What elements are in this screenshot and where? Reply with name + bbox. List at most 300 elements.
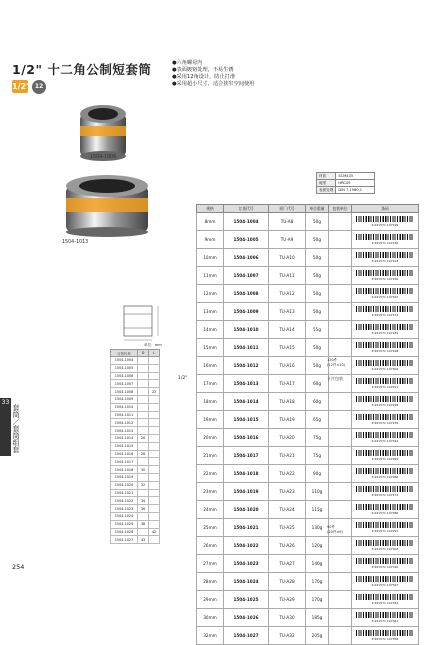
table-row — [197, 357, 419, 375]
order-code-cell: 1504-1023 — [111, 505, 138, 513]
weight-cell: 120g — [306, 537, 329, 555]
barcode-icon — [356, 252, 414, 258]
factory-code-cell: TU-A17 — [269, 375, 306, 393]
factory-code-cell: TU-A16 — [269, 357, 306, 375]
d-cell — [138, 419, 149, 427]
barcode-icon — [356, 414, 414, 420]
barcode-number: 6 921571 107181 — [371, 331, 399, 335]
spec-value: SCM435 — [336, 173, 375, 180]
weight-cell: 170g — [306, 573, 329, 591]
code-cell: 1504-1009 — [224, 303, 269, 321]
table-row — [197, 303, 419, 321]
barcode-number: 6 921571 107204 — [371, 367, 399, 371]
dimension-table — [110, 349, 160, 544]
barcode-cell — [352, 465, 419, 483]
barcode-cell — [352, 339, 419, 357]
l-cell — [149, 403, 160, 411]
l-cell — [149, 497, 160, 505]
size-cell: 19mm — [197, 411, 224, 429]
barcode-icon — [356, 270, 414, 276]
barcode-number: 6 921571 107167 — [371, 295, 399, 299]
barcode-icon — [356, 342, 414, 348]
size-cell: 32mm — [197, 627, 224, 645]
col-header: 条码 — [352, 205, 419, 213]
chapter-tab — [0, 398, 11, 456]
weight-cell: 50g — [306, 303, 329, 321]
pack-cell — [329, 465, 352, 483]
l-cell — [149, 442, 160, 450]
spec-key: 表面处理 — [317, 187, 336, 194]
factory-code-cell: TU-A15 — [269, 339, 306, 357]
d-cell: 36 — [138, 505, 149, 513]
barcode-cell — [352, 501, 419, 519]
d-cell: 32 — [138, 481, 149, 489]
page-title: 1/2" 十二角公制短套筒 — [12, 62, 152, 77]
barcode-cell — [352, 285, 419, 303]
barcode-icon — [356, 450, 414, 456]
barcode-cell — [352, 447, 419, 465]
barcode-icon — [356, 288, 414, 294]
l-cell — [149, 505, 160, 513]
table-row — [197, 231, 419, 249]
code-cell: 1504-1020 — [224, 501, 269, 519]
pack-cell — [329, 303, 352, 321]
weight-cell: 140g — [306, 555, 329, 573]
barcode-number: 6 921571 107235 — [371, 421, 399, 425]
order-code-cell: 1504-1016 — [111, 450, 138, 458]
weight-cell: 115g — [306, 501, 329, 519]
pack-cell — [329, 627, 352, 645]
barcode-number: 6 921571 107358 — [371, 637, 399, 641]
table-row — [111, 372, 160, 380]
d-cell — [138, 372, 149, 380]
order-code-cell: 1504-1007 — [111, 380, 138, 388]
order-code-cell: 1504-1022 — [111, 497, 138, 505]
table-row — [317, 173, 375, 180]
table-row — [111, 364, 160, 372]
table-row — [197, 267, 419, 285]
table-row — [111, 442, 160, 450]
barcode-number: 6 921571 107136 — [371, 241, 399, 245]
table-row — [111, 450, 160, 458]
table-row — [197, 339, 419, 357]
factory-code-cell: TU-A30 — [269, 609, 306, 627]
code-cell: 1504-1026 — [224, 609, 269, 627]
table-row — [197, 249, 419, 267]
pack-cell — [329, 591, 352, 609]
table-row — [111, 427, 160, 435]
order-code-cell: 1504-1014 — [111, 434, 138, 442]
order-code-cell: 1504-1025 — [111, 520, 138, 528]
barcode-number: 6 921571 107198 — [371, 349, 399, 353]
feature-item: ●采用12角设计，防止打滑 — [172, 74, 236, 80]
barcode-icon — [356, 378, 414, 384]
code-cell: 1504-1004 — [224, 213, 269, 231]
d-cell — [138, 364, 149, 372]
table-row — [197, 321, 419, 339]
code-cell: 1504-1015 — [224, 411, 269, 429]
d-cell: 28 — [138, 450, 149, 458]
table-row — [111, 520, 160, 528]
pack-cell — [329, 393, 352, 411]
factory-code-cell: TU-A23 — [269, 483, 306, 501]
col-header: 订货代号 — [224, 205, 269, 213]
weight-cell: 50g — [306, 249, 329, 267]
pack-note-bottom: 90件 (10件×9) — [327, 525, 343, 534]
code-cell: 1504-1016 — [224, 429, 269, 447]
barcode-icon — [356, 432, 414, 438]
table-row — [111, 466, 160, 474]
code-cell: 1504-1019 — [224, 483, 269, 501]
barcode-number: 6 921571 107129 — [371, 223, 399, 227]
d-cell — [138, 442, 149, 450]
col-header: 单位重量 — [306, 205, 329, 213]
code-cell: 1504-1012 — [224, 357, 269, 375]
order-code-cell: 1504-1026 — [111, 528, 138, 536]
weight-cell: 60g — [306, 375, 329, 393]
barcode-number: 6 921571 107242 — [371, 439, 399, 443]
order-code-cell: 1504-1021 — [111, 489, 138, 497]
order-code-cell: 1504-1008 — [111, 388, 138, 396]
table-row — [197, 393, 419, 411]
table-row — [197, 483, 419, 501]
weight-cell: 50g — [306, 213, 329, 231]
factory-code-cell: TU-A28 — [269, 573, 306, 591]
l-cell — [149, 372, 160, 380]
l-cell — [149, 450, 160, 458]
weight-cell: 130g — [306, 519, 329, 537]
code-cell: 1504-1025 — [224, 591, 269, 609]
barcode-cell — [352, 321, 419, 339]
barcode-cell — [352, 429, 419, 447]
l-cell — [149, 427, 160, 435]
barcode-icon — [356, 216, 414, 222]
code-cell: 1504-1014 — [224, 393, 269, 411]
weight-cell: 50g — [306, 231, 329, 249]
order-code-cell: 1504-1019 — [111, 473, 138, 481]
factory-code-cell: TU-A13 — [269, 303, 306, 321]
pack-cell — [329, 285, 352, 303]
spec-value: DIN 7,1960,1 — [336, 187, 375, 194]
barcode-number: 6 921571 107174 — [371, 313, 399, 317]
factory-code-cell: TU-A11 — [269, 267, 306, 285]
feature-item: ●采用超小尺寸，适合狭窄空间使用 — [172, 81, 255, 87]
code-cell: 1504-1007 — [224, 267, 269, 285]
size-cell: 27mm — [197, 555, 224, 573]
size-cell: 17mm — [197, 375, 224, 393]
l-cell: 42 — [149, 528, 160, 536]
table-row — [197, 501, 419, 519]
barcode-number: 6 921571 107228 — [371, 403, 399, 407]
l-cell — [149, 512, 160, 520]
factory-code-cell: TU-A12 — [269, 285, 306, 303]
size-cell: 22mm — [197, 465, 224, 483]
pack-cell — [329, 555, 352, 573]
code-cell: 1504-1017 — [224, 447, 269, 465]
l-cell — [149, 473, 160, 481]
d-cell: 30 — [138, 466, 149, 474]
table-row — [111, 505, 160, 513]
spec-table — [316, 172, 375, 194]
weight-cell: 185g — [306, 609, 329, 627]
size-cell: 14mm — [197, 321, 224, 339]
barcode-number: 6 921571 107303 — [371, 547, 399, 551]
factory-code-cell: TU-A29 — [269, 591, 306, 609]
l-cell — [149, 536, 160, 544]
table-row — [111, 388, 160, 396]
order-code-cell: 1504-1006 — [111, 372, 138, 380]
barcode-icon — [356, 486, 414, 492]
weight-cell: 50g — [306, 285, 329, 303]
feature-item: ●表面镀铬处理，不易生锈 — [172, 67, 234, 73]
d-cell: 43 — [138, 536, 149, 544]
size-cell: 25mm — [197, 519, 224, 537]
barcode-number: 6 921571 107273 — [371, 493, 399, 497]
order-code-cell: 1504-1024 — [111, 512, 138, 520]
barcode-number: 6 921571 107334 — [371, 601, 399, 605]
l-cell — [149, 481, 160, 489]
size-cell: 12mm — [197, 285, 224, 303]
order-code-cell: 1504-1013 — [111, 427, 138, 435]
order-code-cell: 1504-1020 — [111, 481, 138, 489]
col-header: D — [138, 350, 149, 357]
barcode-cell — [352, 483, 419, 501]
size-cell: 29mm — [197, 591, 224, 609]
pack-note-top: 120件 (12件×10) — [327, 358, 346, 367]
factory-code-cell: TU-A32 — [269, 627, 306, 645]
factory-code-cell: TU-A14 — [269, 321, 306, 339]
pack-cell — [329, 537, 352, 555]
barcode-icon — [356, 234, 414, 240]
table-header-row — [197, 205, 419, 213]
code-cell: 1504-1006 — [224, 249, 269, 267]
weight-cell: 110g — [306, 483, 329, 501]
d-cell — [138, 411, 149, 419]
weight-cell: 60g — [306, 393, 329, 411]
l-cell — [149, 395, 160, 403]
pack-cell — [329, 447, 352, 465]
table-row — [197, 609, 419, 627]
d-cell — [138, 388, 149, 396]
table-row — [111, 481, 160, 489]
d-cell: 34 — [138, 497, 149, 505]
d-cell — [138, 512, 149, 520]
pack-cell — [329, 339, 352, 357]
code-cell: 1504-1011 — [224, 339, 269, 357]
socket-photo-small — [70, 92, 154, 164]
barcode-icon — [356, 396, 414, 402]
weight-cell: 75g — [306, 447, 329, 465]
factory-code-cell: TU-A9 — [269, 231, 306, 249]
size-cell: 20mm — [197, 429, 224, 447]
photo-caption: 1504-1006 — [90, 155, 117, 160]
l-cell — [149, 357, 160, 365]
barcode-cell — [352, 267, 419, 285]
pack-cell — [329, 231, 352, 249]
table-row — [197, 285, 419, 303]
barcode-icon — [356, 558, 414, 564]
order-code-cell: 1504-1018 — [111, 466, 138, 474]
code-cell: 1504-1005 — [224, 231, 269, 249]
table-row — [111, 458, 160, 466]
barcode-number: 6 921571 107150 — [371, 277, 399, 281]
order-code-cell: 1504-1004 — [111, 357, 138, 365]
col-header: L — [149, 350, 160, 357]
pack-cell — [329, 501, 352, 519]
d-cell — [138, 427, 149, 435]
order-code-cell: 1504-1005 — [111, 364, 138, 372]
twelve-point-icon: 12 — [32, 80, 46, 94]
order-code-cell: 1504-1009 — [111, 395, 138, 403]
factory-code-cell: TU-A10 — [269, 249, 306, 267]
weight-cell: 65g — [306, 411, 329, 429]
pack-cell — [329, 429, 352, 447]
weight-cell: 55g — [306, 321, 329, 339]
weight-cell: 170g — [306, 591, 329, 609]
pack-cell — [329, 267, 352, 285]
drive-size-label: 1/2" — [178, 376, 188, 381]
weight-cell: 75g — [306, 429, 329, 447]
weight-cell: 50g — [306, 267, 329, 285]
table-row — [111, 395, 160, 403]
factory-code-cell: TU-A8 — [269, 213, 306, 231]
factory-code-cell: TU-A19 — [269, 411, 306, 429]
order-code-cell: 1504-1012 — [111, 419, 138, 427]
barcode-icon — [356, 540, 414, 546]
chapter-label: 套筒／套筒组套 — [12, 404, 20, 453]
l-cell: 22 — [149, 388, 160, 396]
size-cell: 18mm — [197, 393, 224, 411]
code-cell: 1504-1010 — [224, 321, 269, 339]
barcode-icon — [356, 306, 414, 312]
pack-cell — [329, 411, 352, 429]
table-row — [111, 419, 160, 427]
barcode-icon — [356, 594, 414, 600]
d-cell — [138, 473, 149, 481]
pack-cell — [329, 213, 352, 231]
col-header: 订货代号 — [111, 350, 138, 357]
size-cell: 24mm — [197, 501, 224, 519]
size-cell: 10mm — [197, 249, 224, 267]
size-cell: 30mm — [197, 609, 224, 627]
page-number: 254 — [12, 563, 25, 571]
code-cell: 1504-1023 — [224, 555, 269, 573]
table-row — [111, 473, 160, 481]
d-cell — [138, 395, 149, 403]
table-row — [111, 403, 160, 411]
barcode-icon — [356, 522, 414, 528]
l-cell — [149, 419, 160, 427]
table-row — [111, 411, 160, 419]
pack-cell — [329, 609, 352, 627]
spec-key: 材质 — [317, 173, 336, 180]
order-code-cell: 1504-1027 — [111, 536, 138, 544]
weight-cell: 50g — [306, 339, 329, 357]
barcode-icon — [356, 468, 414, 474]
table-row — [317, 187, 375, 194]
l-cell — [149, 434, 160, 442]
size-cell: 21mm — [197, 447, 224, 465]
barcode-cell — [352, 231, 419, 249]
barcode-number: 6 921571 107341 — [371, 619, 399, 623]
drive-size-badge: 1/2" — [12, 82, 31, 91]
barcode-cell — [352, 303, 419, 321]
barcode-icon — [356, 360, 414, 366]
table-row — [111, 497, 160, 505]
barcode-cell — [352, 213, 419, 231]
col-header: 规格 — [197, 205, 224, 213]
d-cell — [138, 357, 149, 365]
l-cell — [149, 466, 160, 474]
order-code-cell: 1504-1010 — [111, 403, 138, 411]
barcode-icon — [356, 504, 414, 510]
code-cell: 1504-1022 — [224, 537, 269, 555]
barcode-number: 6 921571 107327 — [371, 583, 399, 587]
l-cell — [149, 364, 160, 372]
product-table — [196, 204, 419, 645]
dimension-drawing — [118, 300, 170, 342]
barcode-cell — [352, 357, 419, 375]
barcode-cell — [352, 393, 419, 411]
size-cell: 28mm — [197, 573, 224, 591]
barcode-cell — [352, 555, 419, 573]
table-row — [197, 465, 419, 483]
barcode-cell — [352, 249, 419, 267]
order-code-cell: 1504-1017 — [111, 458, 138, 466]
spec-key: 硬度 — [317, 180, 336, 187]
factory-code-cell: TU-A25 — [269, 519, 306, 537]
table-row — [197, 591, 419, 609]
pack-label: 卡片包装 — [327, 376, 343, 381]
d-cell — [138, 403, 149, 411]
d-cell — [138, 380, 149, 388]
factory-code-cell: TU-A22 — [269, 465, 306, 483]
barcode-icon — [356, 612, 414, 618]
barcode-cell — [352, 537, 419, 555]
table-row — [111, 528, 160, 536]
table-row — [111, 536, 160, 544]
barcode-number: 6 921571 107310 — [371, 565, 399, 569]
weight-cell: 50g — [306, 357, 329, 375]
code-cell: 1504-1027 — [224, 627, 269, 645]
size-cell: 8mm — [197, 213, 224, 231]
table-row — [197, 627, 419, 645]
barcode-number: 6 921571 107211 — [371, 385, 399, 389]
barcode-cell — [352, 519, 419, 537]
barcode-icon — [356, 576, 414, 582]
photo-caption: 1504-1013 — [62, 240, 89, 245]
size-cell: 26mm — [197, 537, 224, 555]
table-row — [197, 555, 419, 573]
barcode-number: 6 921571 107280 — [371, 511, 399, 515]
l-cell — [149, 380, 160, 388]
table-row — [197, 213, 419, 231]
unit-label: 单位：mm — [144, 343, 162, 347]
table-row — [111, 380, 160, 388]
barcode-cell — [352, 411, 419, 429]
code-cell: 1504-1008 — [224, 285, 269, 303]
weight-cell: 90g — [306, 465, 329, 483]
pack-cell — [329, 321, 352, 339]
table-row — [111, 489, 160, 497]
barcode-number: 6 921571 107143 — [371, 259, 399, 263]
barcode-number: 6 921571 107266 — [371, 475, 399, 479]
size-cell: 23mm — [197, 483, 224, 501]
table-row — [197, 375, 419, 393]
pack-cell — [329, 483, 352, 501]
barcode-icon — [356, 630, 414, 636]
code-cell: 1504-1024 — [224, 573, 269, 591]
